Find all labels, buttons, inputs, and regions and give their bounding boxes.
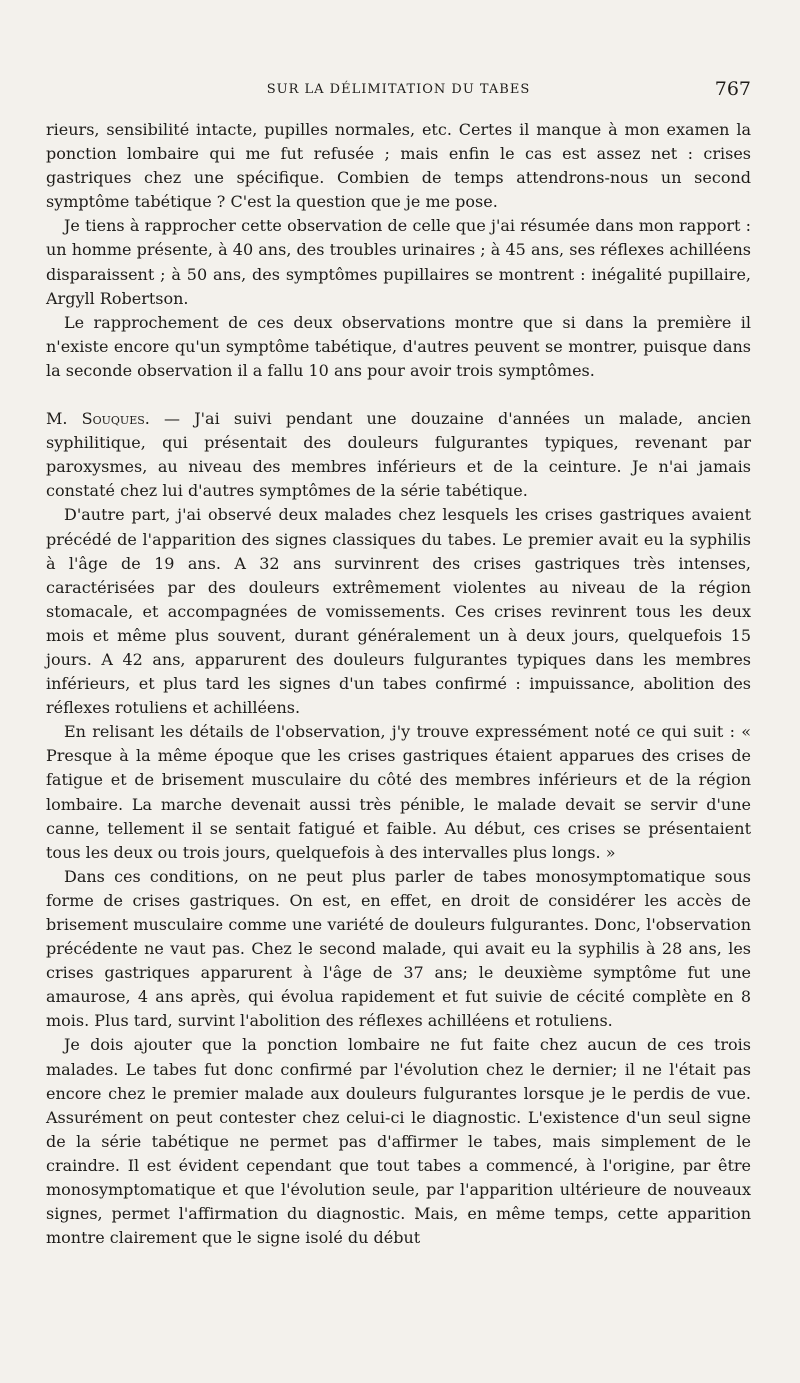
paragraph-observation-quote: En relisant les détails de l'observation, j'y trouve expressément noté ce qui suit : « Presque à la même époque que les crises gastriques étaient apparues des crises de fatigue et de brisement musculaire du côté des membres inférieurs et de la région lombaire. La marche devenait aussi très pénible, le malade devait se servir d'une canne, tellement il se sentait fatigué et faible. Au début, ces crises se présentaient tous les deux ou trois jours, quelquefois à des intervalles plus longs. » [46,722,751,862]
speaker-name: M. Souques. [46,409,150,429]
paragraph-souques-intro [46,407,751,503]
running-title: SUR LA DÉLIMITATION DU TABES [266,82,531,97]
page-number: 767 [714,78,751,100]
paragraph-two-patients: D'autre part, j'ai observé deux malades chez lesquels les crises gastriques avaient précédé de l'apparition des signes classiques du tabes. Le premier avait eu la syphilis à l'âge de 19 ans. A 32 ans survinrent des crises gastriques très intenses, caractérisées par des douleurs extrêmement violentes au niveau de la région stomacale, et accompagnées de vomissements. Ces crises revinrent tous les deux mois et même plus souvent, durant généralement un à deux jours, quelquefois 15 jours. A 42 ans, apparurent des douleurs fulgurantes typiques dans les membres inférieurs, et plus tard les signes d'un tabes confirmé : impuissance, abolition des réflexes rotuliens et achilléens. [46,505,751,718]
body-text [46,118,751,1250]
running-header [46,78,751,104]
paragraph-conclusion: Le rapprochement de ces deux observations montre que si dans la première il n'existe encore qu'un symptôme tabétique, d'autres peuvent se montrer, puisque dans la seconde observation il a fallu 10 ans pour avoir trois symptômes. [46,312,751,380]
paragraph-comparison: Je tiens à rapprocher cette observation de celle que j'ai résumée dans mon rapport : un homme présente, à 40 ans, des troubles urinaires ; à 45 ans, ses réflexes achilléens disparaissent ; à 50 ans, des symptômes pupillaires se montrent : inégalité pupillaire, Argyll Robertson. [46,216,751,308]
paragraph-continuation: rieurs, sensibilité intacte, pupilles normales, etc. Certes il manque à mon examen la ponction lombaire qui me fut refusée ; mais enfin le cas est assez net : crises gastriques chez une spécifique. Combien de temps attendrons-nous un second symptôme tabétique ? C'est la question que je me pose. [46,120,751,212]
paragraph-conditions: Dans ces conditions, on ne peut plus parler de tabes monosymptomatique sous forme de crises gastriques. On est, en effet, en droit de considérer les accès de brisement musculaire comme une variété de douleurs fulgurantes. Donc, l'observation précédente ne vaut pas. Chez le second malade, qui avait eu la syphilis à 28 ans, les crises gastriques apparurent à l'âge de 37 ans; le deuxième symptôme fut une amaurose, 4 ans après, qui évolua rapidement et fut suivie de cécité complète en 8 mois. Plus tard, survint l'abolition des réflexes achilléens et rotuliens. [46,866,751,1031]
paragraph-lumbar-puncture: Je dois ajouter que la ponction lombaire ne fut faite chez aucun de ces trois malades. Le tabes fut donc confirmé par l'évolution chez le dernier; il ne l'était pas encore chez le premier malade aux douleurs fulgurantes lorsque je le perdis de vue. Assurément on peut contester chez celui-ci le diagnostic. L'existence d'un seul signe de la série tabétique ne permet pas d'affirmer le tabes, mais simplement de le craindre. Il est évident cependant que tout tabes a commencé, à l'origine, par être monosymptomatique et que l'évolution seule, par l'apparition ultérieure de nouveaux signes, permet l'affirmation du diagnostic. Mais, en même temps, cette apparition montre clairement que le signe isolé du début [46,1035,751,1248]
souques-intro-text: — J'ai suivi pendant une douzaine d'années un malade, ancien syphilitique, qui présentait des douleurs fulgurantes typiques, revenant par paroxysmes, au niveau des membres inférieurs et de la ceinture. Je n'ai jamais constaté chez lui d'autres symptômes de la série tabétique. [46,409,751,501]
